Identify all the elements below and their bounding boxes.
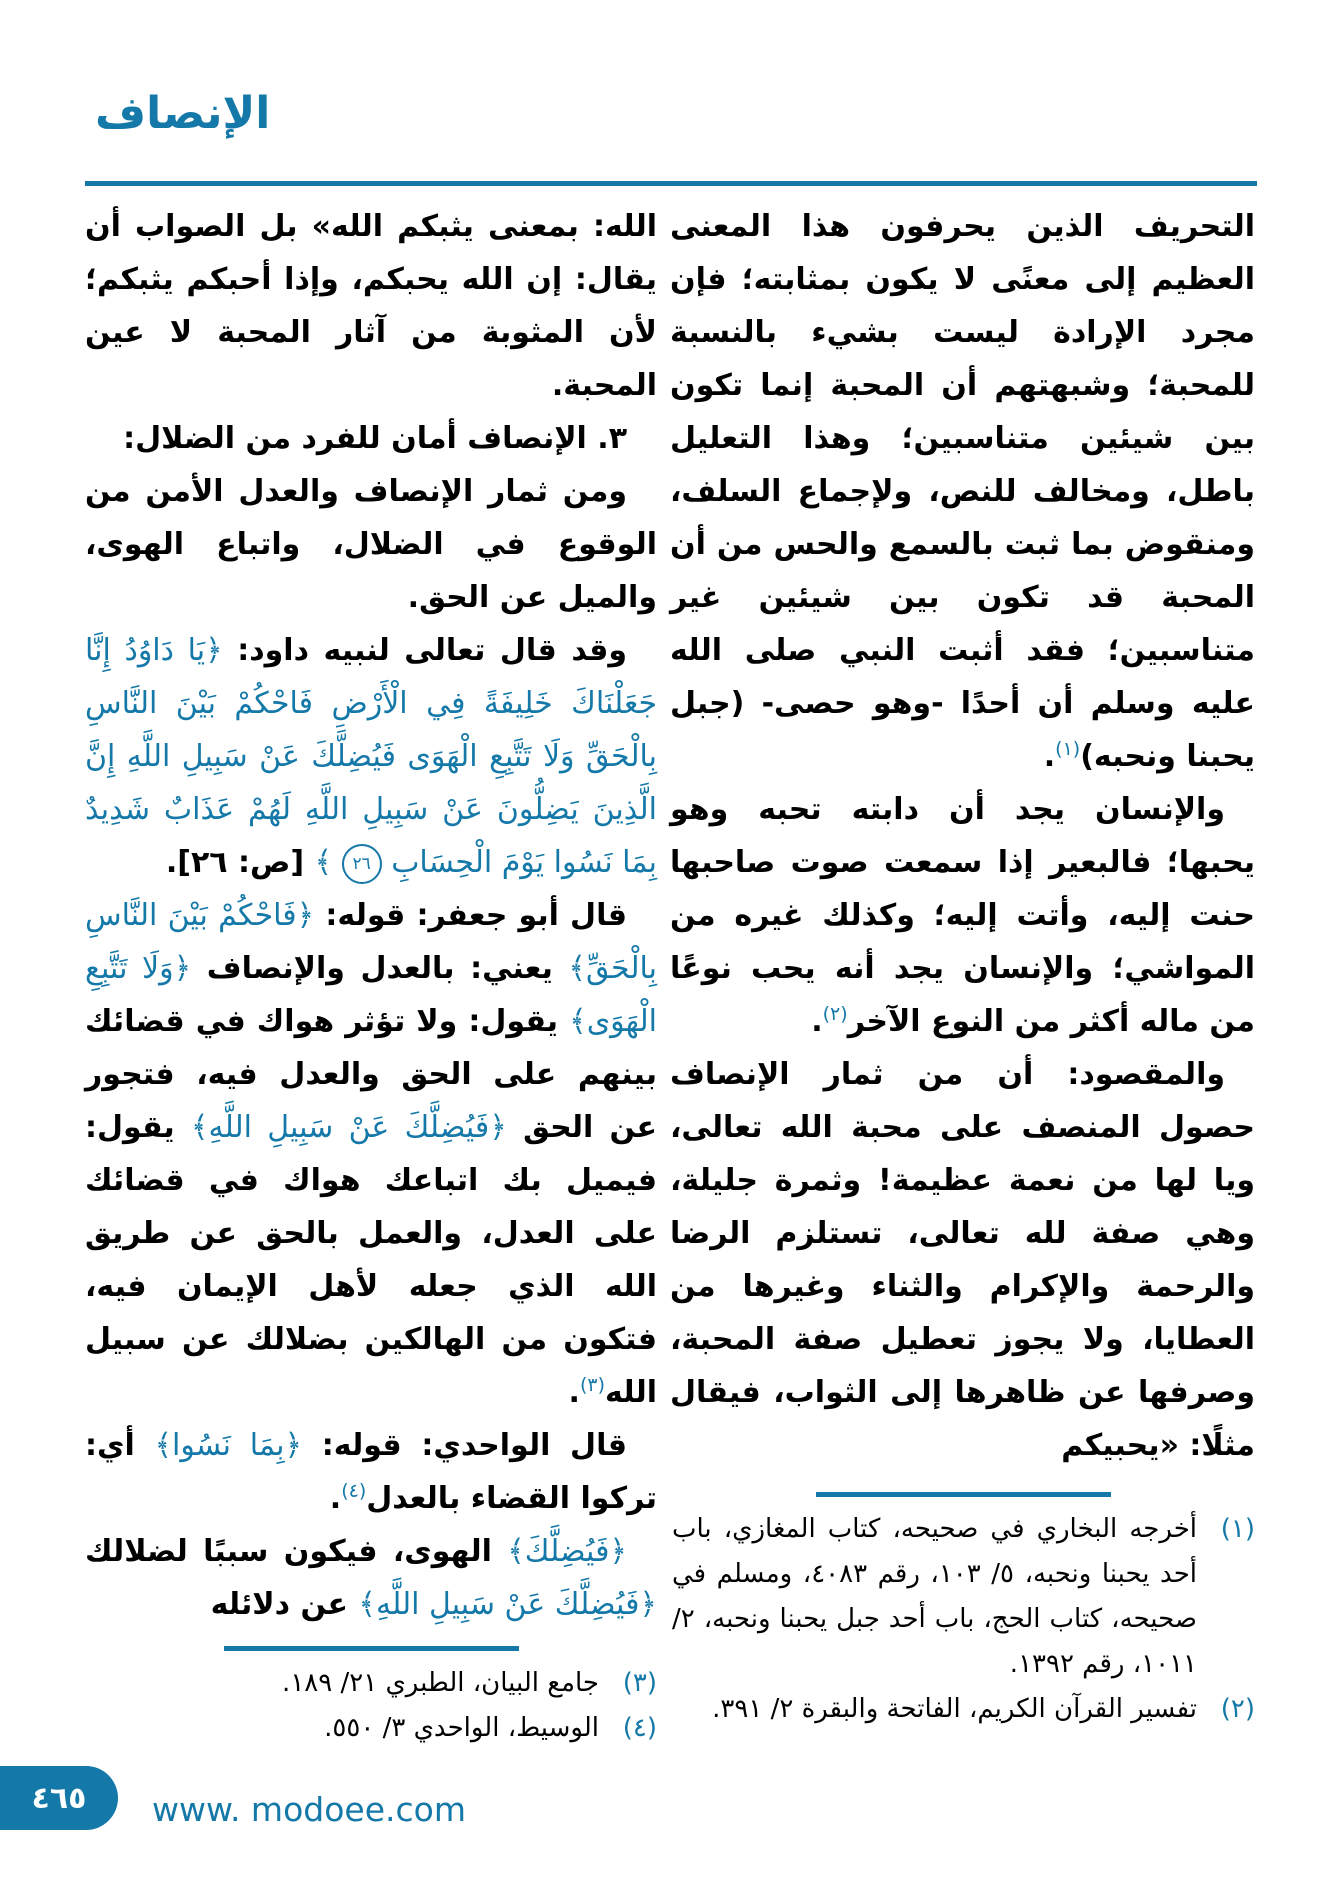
- section-heading: [85, 412, 657, 465]
- body-text: [ص: ٢٦].: [165, 845, 315, 880]
- footnote: [85, 1706, 657, 1751]
- footnote-separator: [816, 1492, 1111, 1497]
- quran-verse: ﴿يَا دَاوُدُ إِنَّا جَعَلْنَاكَ خَلِيفَةً فِي الْأَرْضِ فَاحْكُمْ بَيْنَ النَّاسِ بِالْحَقِّ وَلَا تَتَّبِعِ الْهَوَى فَيُضِلَّكَ عَنْ سَبِيلِ اللَّهِ إِنَّ الَّذِينَ يَضِلُّونَ عَنْ سَبِيلِ اللَّهِ لَهُمْ عَذَابٌ شَدِيدٌ بِمَا نَسُوا يَوْمَ الْحِسَابِ: [85, 633, 657, 880]
- footnote-number: (٢): [1220, 1694, 1255, 1724]
- footnote: [672, 1507, 1255, 1687]
- body-text: ومن ثمار الإنصاف والعدل الأمن من الوقوع في الضلال، واتباع الهوى، والميل عن الحق.: [85, 474, 657, 615]
- body-text: الهوى، فيكون سببًا لضلالك: [85, 1534, 508, 1569]
- body-text: .: [811, 1004, 823, 1039]
- footnote-ref: (١): [1055, 738, 1081, 760]
- quran-verse: ﴿بِمَا نَسُوا﴾: [154, 1428, 303, 1463]
- footnote-number: (٣): [622, 1668, 657, 1698]
- footnote-list-left: [85, 1661, 657, 1751]
- footnote: [672, 1687, 1255, 1732]
- quran-verse: ﴿وَلَا تَتَّبِعِ الْهَوَى﴾: [85, 951, 657, 1039]
- paragraph: [85, 465, 657, 624]
- footnote-list-right: [672, 1507, 1255, 1732]
- footnote-number: (٤): [622, 1713, 657, 1743]
- body-text: .: [568, 1375, 580, 1410]
- column-left: [85, 200, 657, 1631]
- body-text: عن دلائله: [210, 1587, 359, 1622]
- footnotes-right: [672, 1492, 1255, 1732]
- body-text: الله: بمعنى يثبكم الله» بل الصواب أن يقال: إن الله يحبكم، وإذا أحبكم يثبكم؛ لأن المثوبة من آثار المحبة لا عين المحبة.: [85, 209, 657, 403]
- body-text: والمقصود: أن من ثمار الإنصاف حصول المنصف على محبة الله تعالى، ويا لها من نعمة عظيمة! وثمرة جليلة، وهي صفة لله تعالى، تستلزم الرضا والرحمة والإكرام والثناء وغيرها من العطايا، ولا يجوز تعطيل صفة المحبة، وصرفها عن ظاهرها إلى الثواب، فيقال مثلًا: «يحبيكم: [670, 1057, 1255, 1463]
- body-text: والإنسان يجد أن دابته تحبه وهو يحبها؛ فالبعير إذا سمعت صوت صاحبها حنت إليه، وأتت إليه؛ وكذلك غيره من المواشي؛ والإنسان يجد أنه يحب نوعًا من ماله أكثر من النوع الآخر: [670, 792, 1255, 1039]
- footnote-text: تفسير القرآن الكريم، الفاتحة والبقرة ٢/ ٣٩١.: [712, 1694, 1197, 1724]
- paragraph: [85, 200, 657, 412]
- footnote-separator: [224, 1646, 519, 1651]
- quran-verse: ﴿فَيُضِلَّكَ عَنْ سَبِيلِ اللَّهِ﴾: [358, 1587, 657, 1622]
- footnote-number: (١): [1220, 1514, 1255, 1544]
- paragraph: [670, 200, 1255, 783]
- body-text: يعني: بالعدل والإنصاف: [191, 951, 569, 986]
- body-text: .: [1043, 739, 1056, 774]
- quran-verse: ﴿فَيُضِلَّكَ عَنْ سَبِيلِ اللَّهِ﴾: [190, 1110, 507, 1145]
- footnote-text: الوسيط، الواحدي ٣/ ٥٥٠.: [324, 1713, 599, 1743]
- body-text: وقد قال تعالى لنبيه داود:: [222, 633, 627, 668]
- paragraph: [85, 1419, 657, 1525]
- footnotes-left: [85, 1646, 657, 1751]
- body-text: أي: تركوا القضاء بالعدل: [85, 1428, 657, 1516]
- paragraph: [85, 624, 657, 889]
- body-text: قال أبو جعفر: قوله:: [314, 898, 627, 933]
- footnote: [85, 1661, 657, 1706]
- page-number: ٤٦٥: [31, 1780, 87, 1816]
- body-text: يقول: ولا تؤثر هواك في قضائك بينهم على الحق والعدل فيه، فتجور عن الحق: [85, 1004, 657, 1145]
- quran-verse: ﴾: [314, 845, 342, 880]
- body-text: .: [329, 1481, 342, 1516]
- footnote-ref: (٣): [579, 1374, 605, 1396]
- header-rule: [85, 181, 1257, 186]
- ayah-number: ٢٦: [342, 844, 382, 884]
- footnote-text: أخرجه البخاري في صحيحه، كتاب المغازي، باب أحد يحبنا ونحبه، ٥/ ١٠٣، رقم ٤٠٨٣، ومسلم في صحيحه، كتاب الحج، باب أحد جبل يحبنا ونحبه، ٢/ ١٠١١، رقم ١٣٩٢.: [672, 1514, 1197, 1679]
- paragraph: [85, 889, 657, 1419]
- body-text: ٣. الإنصاف أمان للفرد من الضلال:: [123, 421, 627, 456]
- paragraph: [670, 1048, 1255, 1472]
- body-text: قال الواحدي: قوله:: [302, 1428, 627, 1463]
- quran-verse: ﴿فَيُضِلَّكَ﴾: [507, 1534, 627, 1569]
- column-right: [670, 200, 1255, 1472]
- body-text: التحريف الذين يحرفون هذا المعنى العظيم إلى معنًى لا يكون بمثابته؛ فإن مجرد الإرادة ليست بشيء بالنسبة للمحبة؛ وشبهتهم أن المحبة إنما تكون بين شيئين متناسبين؛ وهذا التعليل باطل، ومخالف للنص، ولإجماع السلف، ومنقوض بما ثبت بالسمع والحس من أن المحبة قد تكون بين شيئين غير متناسبين؛ فقد أثبت النبي صلى الله عليه وسلم أن أحدًا -وهو حصى- (جبل يحبنا ونحبه): [670, 209, 1255, 774]
- footnote-ref: (٤): [341, 1480, 367, 1502]
- footnote-text: جامع البيان، الطبري ٢١/ ١٨٩.: [282, 1668, 599, 1698]
- paragraph: [670, 783, 1255, 1048]
- quran-verse: ﴿فَاحْكُمْ بَيْنَ النَّاسِ بِالْحَقِّ﴾: [85, 898, 657, 986]
- website-text: www. modoee.com: [152, 1790, 466, 1829]
- footnote-ref: (٢): [822, 1003, 848, 1025]
- body-text: يقول: فيميل بك اتباعك هواك في قضائك على العدل، والعمل بالحق عن طريق الله الذي جعله لأهل الإيمان فيه، فتكون من الهالكين بضلالك عن سبيل الله: [85, 1110, 657, 1410]
- page-number-badge: [0, 1766, 118, 1830]
- paragraph: [85, 1525, 657, 1631]
- page-header-title: الإنصاف: [95, 88, 271, 139]
